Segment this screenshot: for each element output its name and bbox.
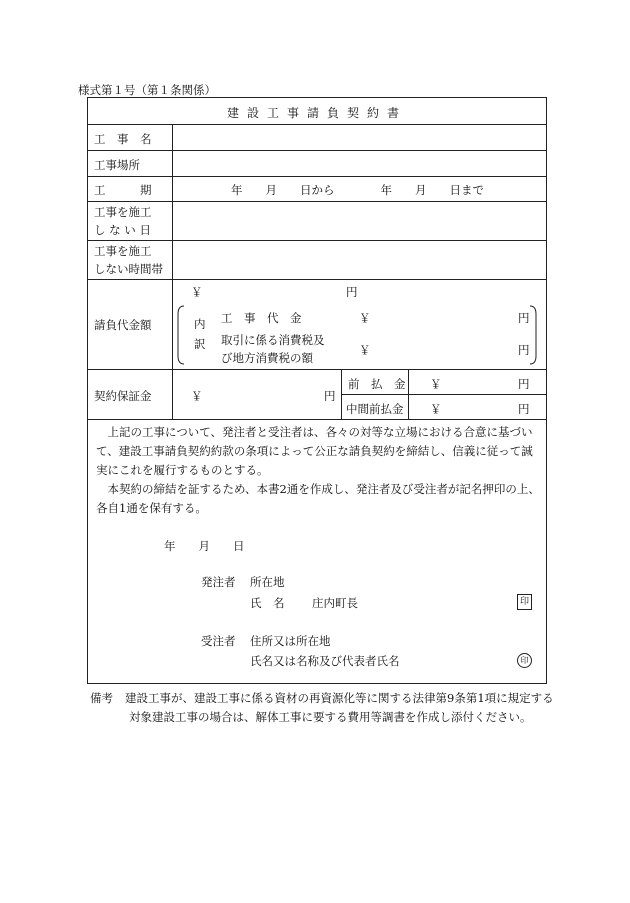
contract-amount-label: 請負代金額 xyxy=(94,318,152,332)
orderer-name-label: 氏 名 xyxy=(250,596,285,610)
remark-label: 備考 xyxy=(90,691,113,705)
construction-period-label: 工 期 xyxy=(94,183,152,197)
breakdown-label-1: 内 xyxy=(194,317,206,331)
yen-mark: ￥ xyxy=(359,343,371,357)
yen-mark: ￥ xyxy=(430,377,442,391)
column-divider xyxy=(172,124,173,419)
row-divider xyxy=(88,176,546,177)
contract-guarantee-label: 契約保証金 xyxy=(94,389,152,403)
yen-unit: 円 xyxy=(324,389,336,403)
row-divider xyxy=(341,394,546,395)
contractor-name-label: 氏名又は名称及び代表者氏名 xyxy=(250,654,400,668)
yen-unit: 円 xyxy=(518,343,530,357)
yen-mark: ￥ xyxy=(191,389,203,403)
row-divider xyxy=(88,240,546,241)
construction-period-value: 年 月 日から 年 月 日まで xyxy=(231,183,484,197)
row-divider xyxy=(88,201,546,202)
no-work-time-label-2: しない時間帯 xyxy=(94,262,163,276)
orderer-label: 発注者 xyxy=(201,575,236,589)
row-divider xyxy=(88,369,546,370)
column-divider xyxy=(408,369,409,419)
row-divider xyxy=(88,150,546,151)
construction-place-label: 工事場所 xyxy=(94,158,140,172)
contractor-address-label: 住所又は所在地 xyxy=(250,634,331,648)
no-work-day-label-1: 工事を施工 xyxy=(94,205,152,219)
construction-cost-label: 工 事 代 金 xyxy=(221,311,302,325)
form-number-label: 様式第１号（第１条関係） xyxy=(78,83,216,97)
yen-unit: 円 xyxy=(518,402,530,416)
agreement-paragraph-2: 本契約の締結を証するため、本書2通を作成し、発注者及び受注者が記名押印の上、各自1通を保有する。 xyxy=(96,482,540,515)
breakdown-label-2: 訳 xyxy=(194,337,206,351)
yen-mark: ￥ xyxy=(359,311,371,325)
advance-payment-label: 前 払 金 xyxy=(348,377,406,391)
document-title: 建設工事請負契約書 xyxy=(226,106,407,120)
yen-unit: 円 xyxy=(346,285,358,299)
row-divider xyxy=(88,419,546,420)
round-seal-icon: 印 xyxy=(517,653,532,668)
column-divider xyxy=(341,369,342,419)
contractor-label: 受注者 xyxy=(201,634,236,648)
yen-mark: ￥ xyxy=(191,285,203,299)
contract-form xyxy=(87,97,547,684)
remark-line-2: 対象建設工事の場合は、解体工事に要する費用等調書を作成し添付ください。 xyxy=(129,710,532,724)
yen-unit: 円 xyxy=(518,377,530,391)
agreement-paragraph-1: 上記の工事について、発注者と受注者は、各々の対等な立場における合意に基づいて、建設工事請負契約約款の条項によって公正な請負契約を締結し、信義に従って誠実にこれを履行するものとする。 xyxy=(96,425,533,477)
tax-label-1: 取引に係る消費税及 xyxy=(221,333,325,347)
orderer-address-label: 所在地 xyxy=(250,575,285,589)
row-divider xyxy=(88,124,546,125)
contract-date: 年 月 日 xyxy=(164,539,245,553)
construction-name-label: 工 事 名 xyxy=(94,132,152,146)
no-work-day-label-2: し な い 日 xyxy=(94,223,151,237)
square-seal-icon: 印 xyxy=(517,594,532,610)
interim-advance-label: 中間前払金 xyxy=(346,402,404,416)
remark-line-1: 建設工事が、建設工事に係る資材の再資源化等に関する法律第9条第1項に規定する xyxy=(125,691,554,705)
yen-unit: 円 xyxy=(518,311,530,325)
no-work-time-label-1: 工事を施工 xyxy=(94,244,152,258)
tax-label-2: び地方消費税の額 xyxy=(221,351,313,365)
yen-mark: ￥ xyxy=(430,402,442,416)
remark-section xyxy=(90,689,554,727)
orderer-name: 庄内町長 xyxy=(312,596,358,610)
row-divider xyxy=(88,279,546,280)
